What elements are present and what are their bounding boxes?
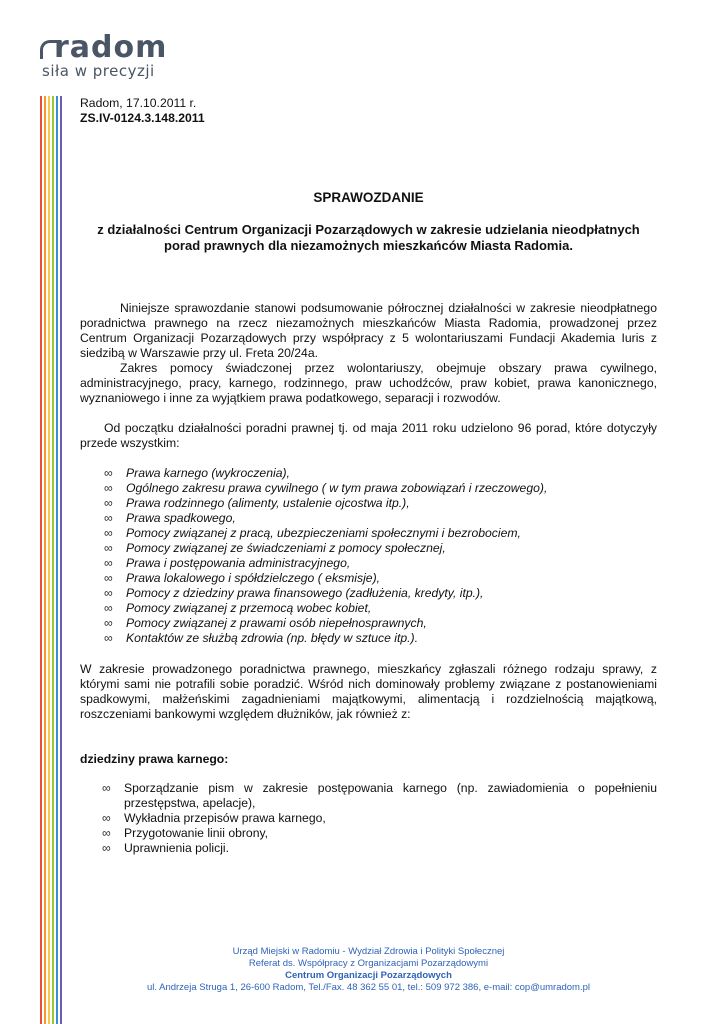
paragraph-scope: Zakres pomocy świadczonej przez wolontariuszy, obejmuje obszary prawa cywilnego, administracyjnego, pracy, karnego, rodzinnego, praw uchodźców, praw kobiet, prawa kanonicznego, wyznaniowego i inne za wyjątkiem prawa podatkowego, separacji i rozwodów. <box>80 361 657 405</box>
list-item <box>80 616 657 631</box>
stripe <box>48 96 50 1024</box>
bullet-icon: ∞ <box>104 541 113 555</box>
bullet-icon: ∞ <box>102 826 111 840</box>
paragraph-summary: Od początku działalności poradni prawnej tj. od maja 2011 roku udzielono 96 porad, które dotyczyły przede wszystkim: <box>80 421 657 450</box>
document-subtitle: z działalności Centrum Organizacji Pozarządowych w zakresie udzielania nieodpłatnych porad prawnych dla niezamożnych mieszkańców Miasta Radomia. <box>97 222 640 253</box>
list-item-text: Prawa karnego (wykroczenia), <box>126 466 290 480</box>
list-item <box>80 781 657 811</box>
list-item-text: Pomocy z dziedziny prawa finansowego (zadłużenia, kredyty, itp.), <box>126 586 484 600</box>
footer-contact: ul. Andrzeja Struga 1, 26-600 Radom, Tel./Fax. 48 362 55 01, tel.: 509 972 386, e-mail: cop@umradom.pl <box>146 982 591 993</box>
list-item <box>80 556 657 571</box>
list-item-text: Ogólnego zakresu prawa cywilnego ( w tym prawa zobowiązań i rzeczowego), <box>126 481 548 495</box>
list-item-text: Pomocy związanej z prawami osób niepełnosprawnych, <box>126 616 427 630</box>
paragraph-intro: Niniejsze sprawozdanie stanowi podsumowanie półrocznej działalności w zakresie nieodpłatnego poradnictwa prawnego na rzecz niezamożnych mieszkańców Miasta Radomia, prowadzonej przez Centrum Organizacji Pozarządowych przy współpracy z 5 wolontariuszami Fundacji Akademia Iuris z siedzibą w Warszawie przy ul. Freta 20/24a. <box>80 301 657 360</box>
list-item <box>80 541 657 556</box>
bullet-icon: ∞ <box>102 841 111 855</box>
footer-center: Centrum Organizacji Pozarządowych <box>285 970 452 981</box>
list-item-text: Prawa spadkowego, <box>126 511 236 525</box>
list-item <box>80 496 657 511</box>
list-item <box>80 601 657 616</box>
list-item-text: Prawa lokalowego i spółdzielczego ( eksmisje), <box>126 571 381 585</box>
list-item <box>80 481 657 496</box>
list-item <box>80 826 657 841</box>
bullet-icon: ∞ <box>104 616 113 630</box>
list-item <box>80 586 657 601</box>
stripe <box>60 96 62 1024</box>
section-list <box>80 781 657 856</box>
list-item-text: Wykładnia przepisów prawa karnego, <box>124 811 326 825</box>
bullet-icon: ∞ <box>104 526 113 540</box>
list-item <box>80 631 657 646</box>
list-item-text: Pomocy związanej z pracą, ubezpieczeniami społecznymi i bezrobociem, <box>126 526 521 540</box>
bullet-icon: ∞ <box>102 781 111 795</box>
logo-tagline: siła w precyzji <box>42 62 155 80</box>
bullet-icon: ∞ <box>102 811 111 825</box>
logo-wordmark: radom <box>54 30 168 65</box>
topics-list <box>80 466 657 646</box>
list-item <box>80 511 657 526</box>
list-item-text: Sporządzanie pism w zakresie postępowania karnego (np. zawiadomienia o popełnieniu przestępstwa, apelacje), <box>124 781 657 810</box>
footer-department: Referat ds. Współpracy z Organizacjami Pozarządowymi <box>248 958 489 969</box>
list-item <box>80 571 657 586</box>
reference-number: ZS.IV-0124.3.148.2011 <box>80 111 205 125</box>
bullet-icon: ∞ <box>104 586 113 600</box>
list-item <box>80 466 657 481</box>
decorative-stripes <box>40 96 68 1024</box>
list-item-text: Uprawnienia policji. <box>124 841 229 855</box>
list-item <box>80 526 657 541</box>
bullet-icon: ∞ <box>104 571 113 585</box>
document-date: Radom, 17.10.2011 r. <box>80 96 197 110</box>
list-item <box>80 841 657 856</box>
document-body <box>80 96 657 856</box>
stripe <box>40 96 42 1024</box>
stripe <box>52 96 54 1024</box>
stripe <box>44 96 46 1024</box>
footer <box>80 946 657 994</box>
bullet-icon: ∞ <box>104 466 113 480</box>
stripe <box>56 96 58 1024</box>
bullet-icon: ∞ <box>104 511 113 525</box>
bullet-icon: ∞ <box>104 601 113 615</box>
list-item <box>80 811 657 826</box>
bullet-icon: ∞ <box>104 556 113 570</box>
list-item-text: Kontaktów ze służbą zdrowia (np. błędy w sztuce itp.). <box>126 631 418 645</box>
bullet-icon: ∞ <box>104 496 113 510</box>
list-item-text: Prawa i postępowania administracyjnego, <box>126 556 351 570</box>
document-title: SPRAWOZDANIE <box>313 190 424 205</box>
footer-office: Urząd Miejski w Radomiu - Wydział Zdrowia i Polityki Społecznej <box>232 946 505 957</box>
paragraph-issues: W zakresie prowadzonego poradnictwa prawnego, mieszkańcy zgłaszali różnego rodzaju sprawy, z którymi sami nie potrafili sobie poradzić. Wśród nich dominowały problemy związane z postanowieniami spadkowymi, małżeńskimi zagadnieniami majątkowymi, alimentacją i rozdzielnością majątkową, roszczeniami bankowymi względem dłużników, jak również z: <box>80 662 657 721</box>
list-item-text: Pomocy związanej ze świadczeniami z pomocy społecznej, <box>126 541 446 555</box>
section-heading: dziedziny prawa karnego: <box>80 752 229 766</box>
bullet-icon: ∞ <box>104 631 113 645</box>
radom-logo <box>40 30 180 84</box>
list-item-text: Prawa rodzinnego (alimenty, ustalenie ojcostwa itp.), <box>126 496 410 510</box>
list-item-text: Przygotowanie linii obrony, <box>124 826 269 840</box>
list-item-text: Pomocy związanej z przemocą wobec kobiet, <box>126 601 372 615</box>
bullet-icon: ∞ <box>104 481 113 495</box>
